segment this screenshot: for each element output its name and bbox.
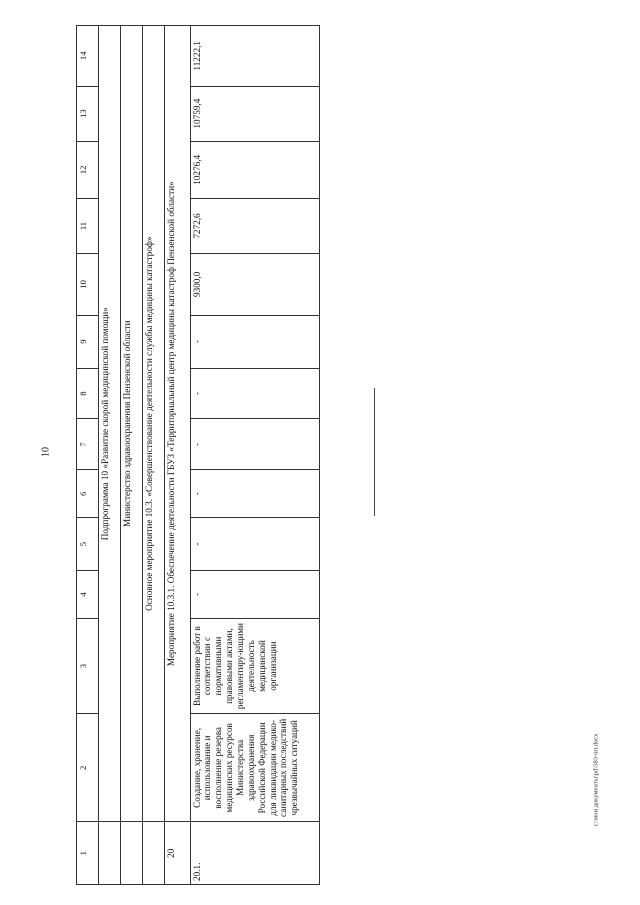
subprogram-row: [99, 26, 121, 885]
col-num: 3: [77, 618, 99, 713]
col-num: 11: [77, 198, 99, 253]
measure-number: 20: [165, 822, 191, 885]
ministry-title: Министерство здравоохранения Пензенской области: [121, 26, 143, 822]
value-cell: -: [190, 571, 319, 619]
value-cell: 10759,4: [190, 86, 319, 141]
blank-cell: [99, 822, 121, 885]
main-measure-title: Основное мероприятие 10.3. «Совершенствование деятельности службы медицины катастроф»: [143, 26, 165, 822]
ministry-row: [121, 26, 143, 885]
col-num: 7: [77, 419, 99, 470]
value-cell: -: [190, 470, 319, 518]
col-num: 2: [77, 714, 99, 822]
subprogram-title: Подпрограмма 10 «Развитие скорой медицинской помощи»: [99, 26, 121, 822]
col-num: 5: [77, 518, 99, 571]
measure-title: Мероприятие 10.3.1. Обеспечение деятельности ГБУЗ «Территориальный центр медицины катастроф Пензенской области»: [165, 26, 191, 822]
blank-cell: [143, 822, 165, 885]
col-num: 10: [77, 254, 99, 316]
page-number: 10: [40, 447, 52, 457]
footer-path: c:\мои документы\рd\583-пп.docx: [592, 733, 600, 827]
value-cell: -: [190, 419, 319, 470]
column-number-row: [77, 26, 99, 885]
value-cell: 11222,1: [190, 26, 319, 87]
row-number: 20.1.: [190, 822, 319, 885]
col-num: 8: [77, 368, 99, 419]
blank-cell: [121, 822, 143, 885]
value-cell: 9300,0: [190, 254, 319, 316]
main-measure-row: [143, 26, 165, 885]
separator-line: [374, 388, 375, 516]
col-num: 4: [77, 571, 99, 619]
program-table: [76, 25, 320, 885]
expected-result: Выполнение работ в соответствии с нормативными правовыми актами, регламентиру-ющими деятельность медицинской организации: [190, 618, 319, 713]
value-cell: -: [190, 518, 319, 571]
data-row: [190, 26, 319, 885]
col-num: 1: [77, 822, 99, 885]
table-rotated: [76, 25, 320, 885]
col-num: 6: [77, 470, 99, 518]
measure-name: Создание, хранение, использование и восполнение резерва медицинских ресурсов Министерства здравоохранения Российской Федерации для ликвидации медико-санитарных последствий чрезвычайных ситуаций: [190, 714, 319, 822]
col-num: 12: [77, 141, 99, 198]
value-cell: 10276,4: [190, 141, 319, 198]
col-num: 9: [77, 315, 99, 368]
value-cell: 7272,6: [190, 198, 319, 253]
col-num: 14: [77, 26, 99, 87]
value-cell: -: [190, 315, 319, 368]
measure-row: [165, 26, 191, 885]
value-cell: -: [190, 368, 319, 419]
col-num: 13: [77, 86, 99, 141]
